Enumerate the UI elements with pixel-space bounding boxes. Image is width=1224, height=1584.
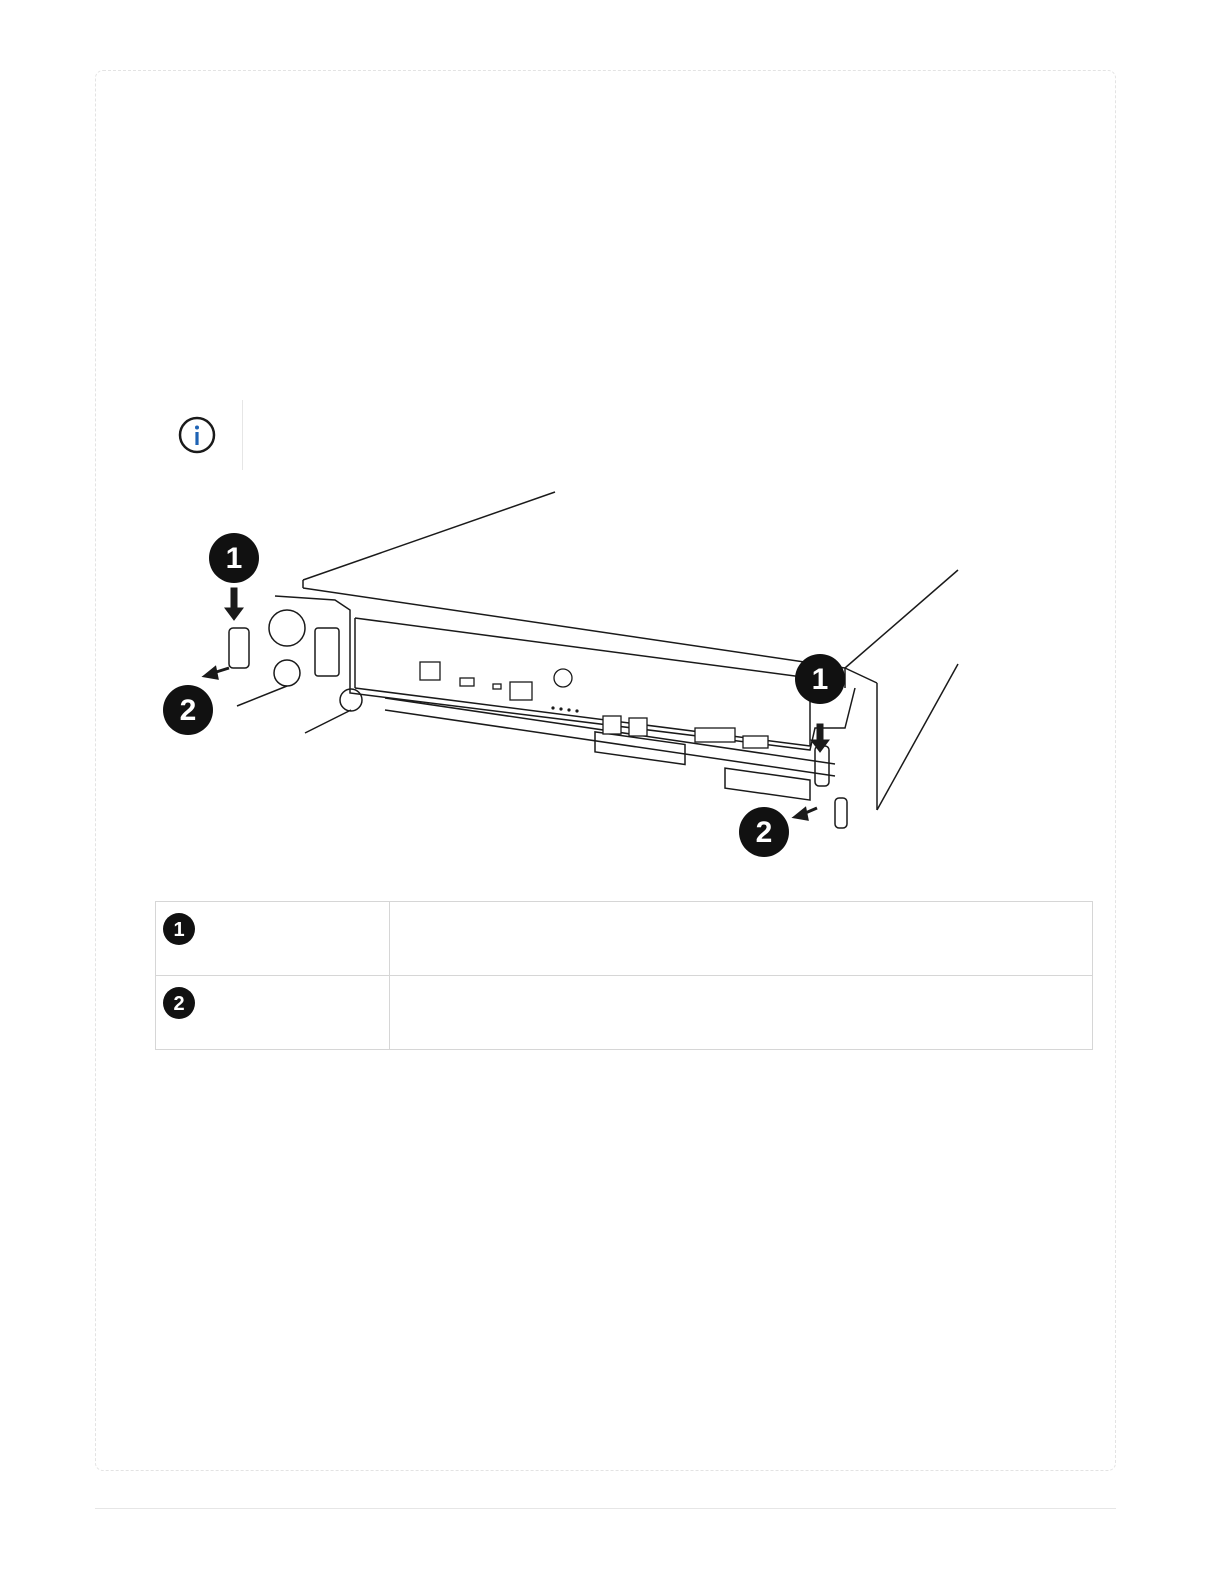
callout-2-left [163,685,213,735]
callout-number: 2 [179,694,197,727]
footer-divider [95,1508,1116,1509]
callout-legend-table [155,901,1093,1050]
callout-1-right [795,654,845,704]
callout-number: 1 [811,663,829,696]
callout-number: 2 [755,816,773,849]
chassis-outline [275,492,958,810]
callout-number: 1 [225,542,243,575]
legend-callout-number: 1 [173,919,185,941]
callout-2-right [739,807,789,857]
info-note [160,400,360,470]
io-ports [420,662,768,748]
status-leds [551,706,578,712]
info-icon [178,416,216,454]
note-divider [242,400,243,470]
left-latch-area [229,610,362,733]
callout-1-badge [162,912,196,946]
legend-callout-number: 2 [173,993,185,1015]
right-latch-area [815,746,847,828]
legend-row [156,902,1093,976]
callout-1-left [209,533,259,583]
controller-module-illustration [155,488,975,868]
legend-row [156,976,1093,1050]
callout-2-badge [162,986,196,1020]
